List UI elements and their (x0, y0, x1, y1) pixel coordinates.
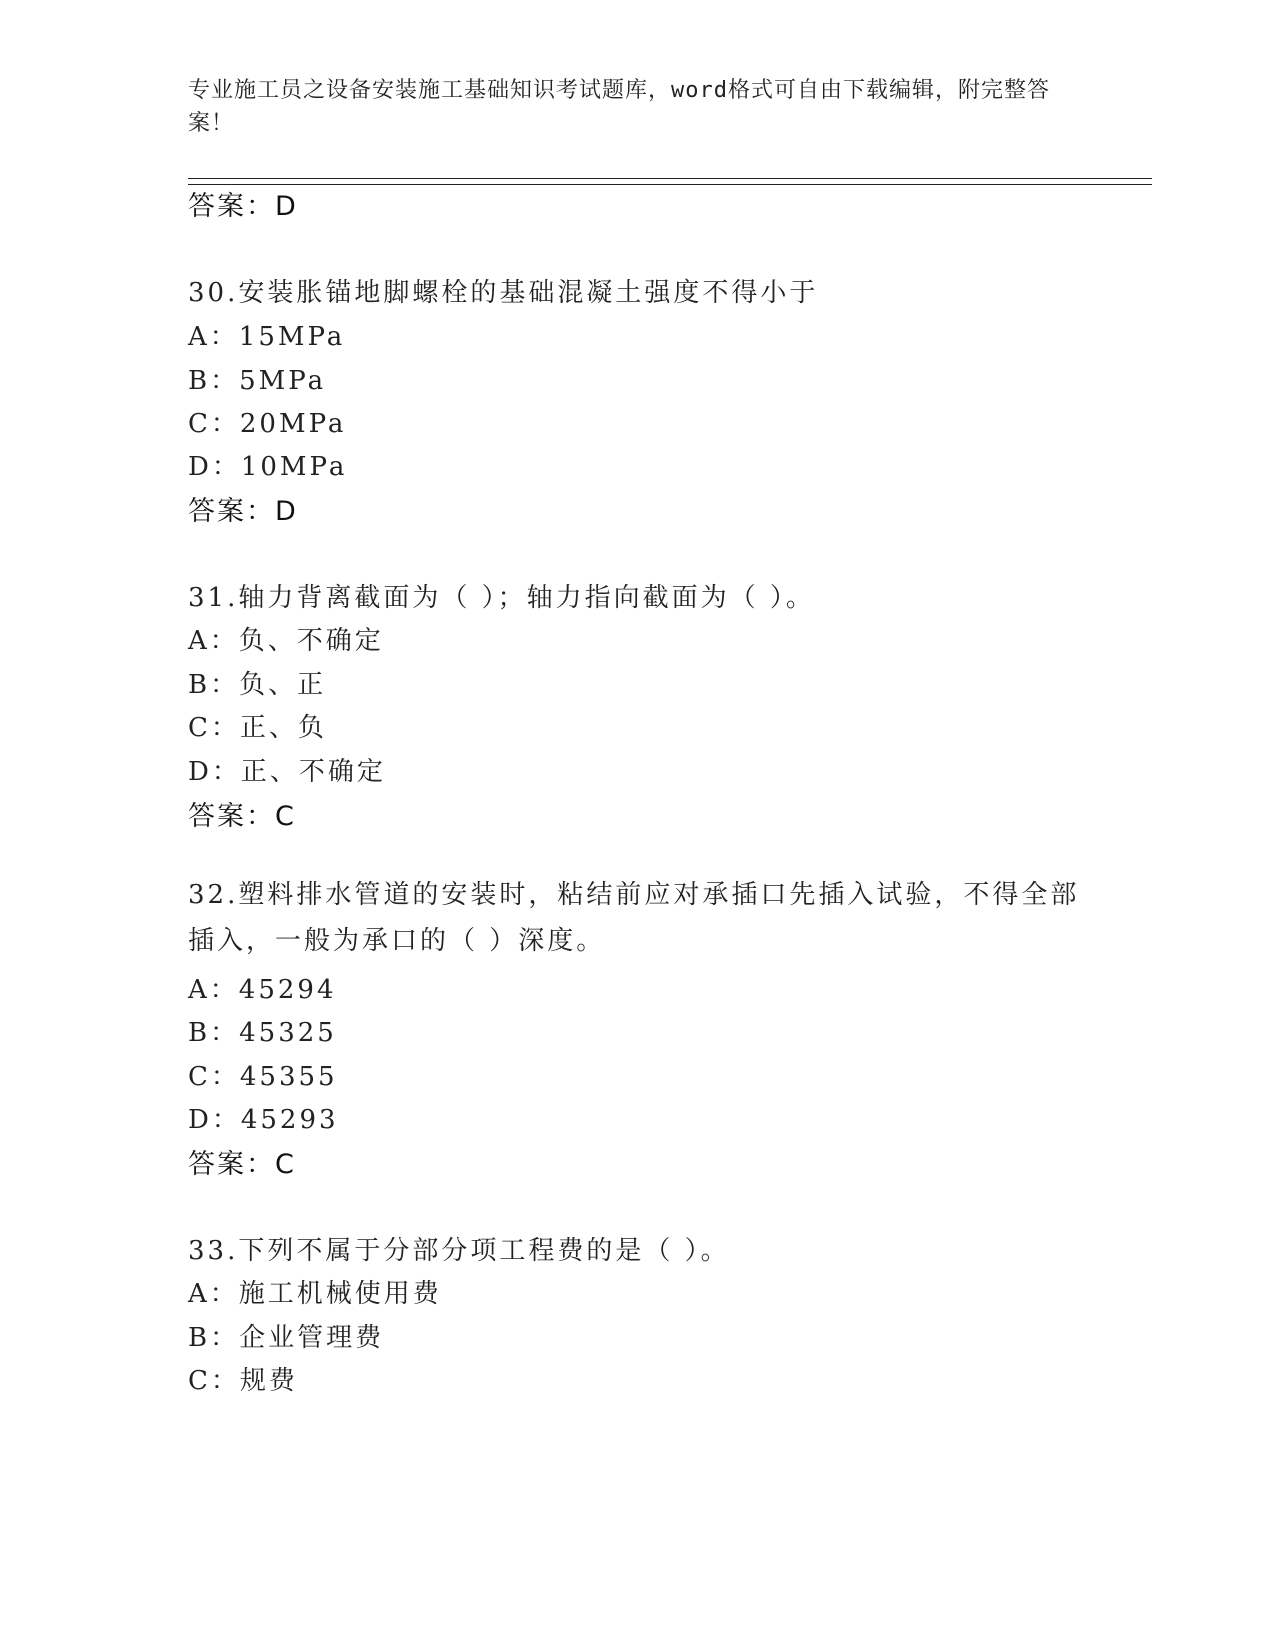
option-b: B：5MPa (188, 366, 327, 396)
header-divider (188, 178, 1152, 179)
option-d: D：45293 (188, 1105, 339, 1135)
option-d: D：正、不确定 (188, 757, 386, 787)
option-b: B：45325 (188, 1018, 337, 1048)
answer-label: 答案：C (188, 1149, 296, 1180)
question-stem: 33.下列不属于分部分项工程费的是（ ）。 (188, 1236, 730, 1266)
answer-label: 答案：C (188, 801, 296, 832)
question-stem: 32.塑料排水管道的安装时，粘结前应对承插口先插入试验，不得全部插入，一般为承口的（ ）深度。 (188, 880, 1080, 956)
option-d: D：10MPa (188, 452, 348, 482)
option-c: C：正、负 (188, 713, 327, 743)
option-a: A：施工机械使用费 (188, 1279, 442, 1309)
option-c: C：20MPa (188, 409, 347, 439)
option-a: A：负、不确定 (188, 626, 384, 656)
header-divider-secondary (188, 184, 1152, 185)
answer-label: 答案：D (188, 191, 298, 222)
option-b: B：负、正 (188, 670, 327, 700)
question-stem: 30.安装胀锚地脚螺栓的基础混凝土强度不得小于 (188, 278, 819, 308)
option-c: C：规费 (188, 1366, 298, 1396)
option-b: B：企业管理费 (188, 1323, 385, 1353)
option-a: A：15MPa (188, 322, 346, 352)
option-a: A：45294 (188, 975, 337, 1005)
answer-label: 答案：D (188, 496, 298, 527)
question-stem: 31.轴力背离截面为（ ）；轴力指向截面为（ ）。 (188, 583, 815, 613)
option-c: C：45355 (188, 1062, 338, 1092)
page-header: 专业施工员之设备安装施工基础知识考试题库，word格式可自由下载编辑，附完整答案！ (188, 78, 1050, 136)
